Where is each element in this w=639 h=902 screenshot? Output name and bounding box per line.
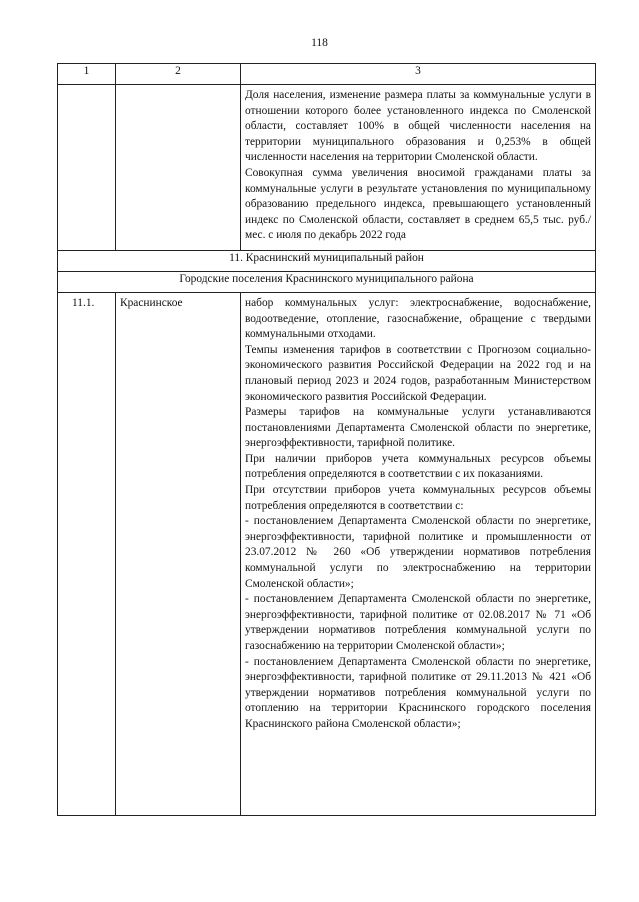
paragraph: Доля населения, изменение размера платы за коммунальные услуги в отношении которого более установленного индекса по Смоленской области, составляет 100% в общей численности населения на территории муниципального образования и 0,253% в общей численности населения на территории Смоленской области. bbox=[245, 89, 591, 164]
paragraph: - постановлением Департамента Смоленской области по энергетике, энергоэффективности, тарифной политике от 29.11.2013 № 421 «Об утверждении нормативов потребления коммунальной услуги по отоплению на территории Краснинского городского поселения Краснинского района Смоленской области»; bbox=[245, 655, 591, 730]
cont-description-cell bbox=[241, 85, 596, 251]
table-row-11-1 bbox=[58, 292, 596, 815]
paragraph: Размеры тарифов на коммунальные услуги устанавливаются постановлениями Департамента Смоленской области по энергетике, энергоэффективности, тарифной политике. bbox=[245, 406, 591, 450]
page-number: 118 bbox=[311, 37, 328, 49]
continuation-row bbox=[58, 85, 596, 251]
paragraph: При отсутствии приборов учета коммунальных ресурсов объемы потребления определяются в соответствии с: bbox=[245, 484, 591, 512]
header-col-2: 2 bbox=[116, 64, 241, 85]
cont-number-cell bbox=[58, 85, 116, 251]
paragraph: Совокупная сумма увеличения вносимой гражданами платы за коммунальные услуги в результате установления по муниципальному образованию предельного индекса, превышающего установленный индекс по Смоленской области, составляет в среднем 65,5 тыс. руб./мес. с июля по декабрь 2022 года bbox=[245, 166, 591, 242]
header-col-1: 1 bbox=[58, 64, 116, 85]
paragraph: - постановлением Департамента Смоленской области по энергетике, энергоэффективности, тарифной политике от 02.08.2017 № 71 «Об утверждении нормативов потребления коммунальной услуги по газоснабжению на территории Смоленской области»; bbox=[245, 593, 591, 652]
header-col-3: 3 bbox=[241, 64, 596, 85]
table-header-row bbox=[58, 64, 596, 85]
paragraph: Темпы изменения тарифов в соответствии с Прогнозом социально-экономического развития Российской Федерации на 2022 год и на плановый период 2023 и 2024 годов, разработанным Министерством экономического развития Российской Федерации. bbox=[245, 343, 591, 403]
paragraph: набор коммунальных услуг: электроснабжение, водоснабжение, водоотведение, отопление, газоснабжение, обращение с твердыми коммунальными отходами. bbox=[245, 296, 591, 341]
section-title: 11. Краснинский муниципальный район bbox=[58, 250, 596, 271]
row-description-cell bbox=[241, 292, 596, 815]
document-table bbox=[57, 63, 596, 816]
subsection-row bbox=[58, 271, 596, 292]
subsection-title: Городские поселения Краснинского муниципального района bbox=[58, 271, 596, 292]
row-number: 11.1. bbox=[58, 292, 116, 815]
cont-name-cell bbox=[116, 85, 241, 251]
paragraph: При наличии приборов учета коммунальных ресурсов объемы потребления определяются в соответствии с их показаниями. bbox=[245, 452, 591, 481]
section-row bbox=[58, 250, 596, 271]
paragraph: - постановлением Департамента Смоленской области по энергетике, энергоэффективности, тарифной политике и промышленности от 23.07.2012 № 260 «Об утверждении нормативов потребления коммунальной услуги по электроснабжению на территории Смоленской области»; bbox=[245, 515, 591, 590]
settlement-name: Краснинское bbox=[116, 292, 241, 815]
